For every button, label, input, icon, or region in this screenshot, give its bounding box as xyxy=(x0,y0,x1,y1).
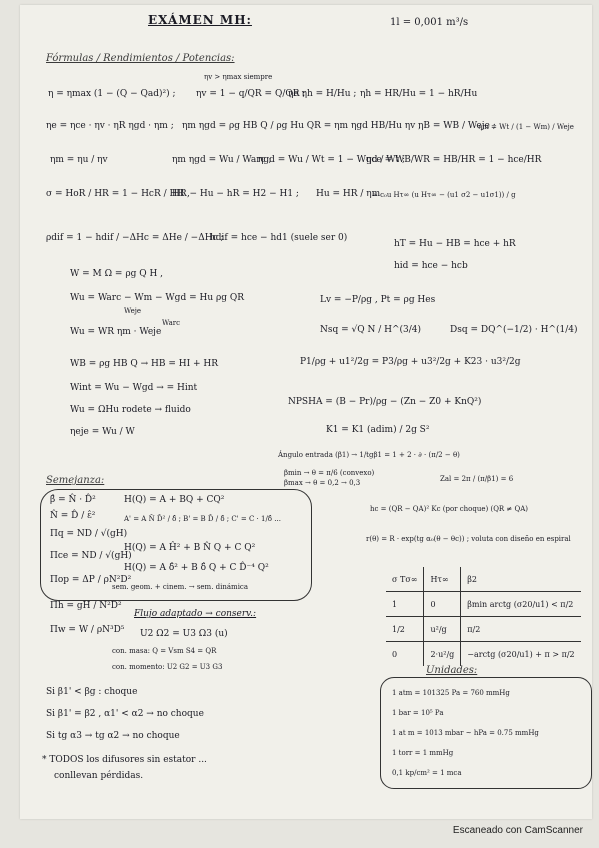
formula-line: NPSHA = (B − Pr)/ρg − (Zn − Z0 + KnQ²) xyxy=(288,397,482,407)
table-cell: 0 xyxy=(386,642,424,667)
camscanner-footer: Escaneado con CamScanner xyxy=(452,825,583,836)
formula-line: Wu = WR ηm · Weje xyxy=(70,327,162,337)
semejanza-line: sem. geom. + cinem. → sem. dinámica xyxy=(112,583,249,591)
unidades-line: 1 at m = 1013 mbar ~ hPa = 0.75 mmHg xyxy=(392,729,539,737)
semejanza-line: U2 Ω2 = U3 Ω3 (u) xyxy=(140,629,228,639)
formula-line: K1 = K1 (adim) / 2g S² xyxy=(326,425,430,435)
choque-note: conllevan pérdidas. xyxy=(54,771,144,781)
unidades-line: 1 torr = 1 mmHg xyxy=(392,749,454,757)
formula-line: ηm = Wt / (1 − Wm) / Weje xyxy=(478,123,574,131)
formula-line: Warc xyxy=(162,319,181,327)
formula-line: hT = Hu − HB = hce + hR xyxy=(394,239,516,249)
formula-line: Dsq = DQ^(−1/2) · H^(1/4) xyxy=(450,325,578,335)
table-header-row xyxy=(386,567,581,592)
table-cell: 2·u²/g xyxy=(424,642,461,667)
semejanza-line: H(Q) = A Ĥ² + B N̂ Q + C Q² xyxy=(124,543,256,553)
formula-line: Ángulo entrada (β1) → 1/tgβ1 = 1 + 2 · ∂ · (π/2 − θ) xyxy=(278,451,460,459)
formula-line: ηm ηgd = Wu / Warc ; xyxy=(172,155,272,165)
choque-note: * TODOS los difusores sin estator ... xyxy=(42,755,207,765)
table-cell: −arctg (σ20/u1) + π > π/2 xyxy=(461,642,581,667)
formula-line: hdif = hce − hd1 (suele ser 0) xyxy=(210,233,348,243)
formula-line: ηh = HR/Hu = 1 − hR/Hu xyxy=(360,89,478,99)
formula-line: W = M Ω = ρg Q H , xyxy=(70,269,164,279)
formula-line: Weje xyxy=(124,307,142,315)
table-cell: u²/g xyxy=(424,617,461,642)
formula-line: Wu = ΩHu rodete → fluido xyxy=(70,405,191,415)
table-row xyxy=(386,617,581,642)
formula-line: Lv = −P/ρg , Pt = ρg Hes xyxy=(320,295,436,305)
semejanza-line: Πop = ΔP / ρN²D² xyxy=(50,575,132,585)
formula-line: ηB = WB / Weje ; xyxy=(418,121,496,131)
semejanza-line: N̂ = D̂ / ε̂² xyxy=(50,511,96,521)
table-header-cell: Hτ∞ xyxy=(424,567,461,592)
formula-line: ηm ηgd = ρg HB Q / ρg Hu QR = ηm ηgd HB/Hu ηv , xyxy=(182,121,421,131)
formula-line: ηe = ηce · ηv · ηR ηgd · ηm ; xyxy=(46,121,174,131)
unidades-line: 1 atm = 101325 Pa = 760 mmHg xyxy=(392,689,510,697)
formula-line: ηce = WB/WR = HB/HR = 1 − hce/HR xyxy=(366,155,542,165)
table-cell: 0 xyxy=(424,592,461,617)
exam-title: EXÁMEN MH: xyxy=(148,13,252,27)
table-row xyxy=(386,642,581,667)
velocity-table xyxy=(386,567,581,666)
formula-line: Wu = Warc − Wm − Wgd = Hu ρg QR xyxy=(70,293,245,303)
unidades-line: 1 bar = 10⁵ Pa xyxy=(392,709,444,717)
formula-line: βmin → θ = π/6 (convexo) xyxy=(284,469,375,477)
formula-line: WB = ρg HB Q → HB = HI + HR xyxy=(70,359,219,369)
formula-line: σ = HoR / HR = 1 − HcR / HR , xyxy=(46,189,190,199)
formula-line: P1/ρg + u1²/2g = P3/ρg + u3²/2g + K23 · u3²/2g xyxy=(300,357,521,367)
table-cell: 1/2 xyxy=(386,617,424,642)
formula-line: ηv = 1 − q/QR = Q/QR ; xyxy=(196,89,306,99)
semejanza-line: H(Q) = A + BQ + CQ² xyxy=(124,495,225,505)
table-header-cell: β2 xyxy=(461,567,581,592)
semejanza-line: Πq = ND / √(gH) xyxy=(50,529,128,539)
formula-line: βmax → θ = 0,2 → 0,3 xyxy=(284,479,361,487)
semejanza-line: con. momento: U2 G2 = U3 G3 xyxy=(112,663,223,671)
table-header-cell: σ Tσ∞ xyxy=(386,567,424,592)
formula-line: Zal = 2π / (π/β1) = 6 xyxy=(440,475,514,483)
formula-line: ηv > ηmax siempre xyxy=(204,73,273,81)
formula-line: hid = hce − hcb xyxy=(394,261,468,271)
semejanza-line: Πh = gH / N²D² xyxy=(50,601,122,611)
formula-line: ηe ηh = H/Hu ; xyxy=(288,89,357,99)
semejanza-heading: Semejanza: xyxy=(46,475,105,486)
formula-line: Nsq = √Q N / H^(3/4) xyxy=(320,325,422,335)
semejanza-line: A' = A N̂ D̂² / δ̂ ; B' = B D̂ / δ̂ ; C' = C · 1/δ̂ ... xyxy=(124,515,281,523)
table-cell: 1 xyxy=(386,592,424,617)
formulas-heading: Fórmulas / Rendimientos / Potencias: xyxy=(46,53,235,64)
semejanza-line: β̂ = N̂ · D̂² xyxy=(50,495,96,505)
formula-line: ηgd = Wu / Wt = 1 − Wgd / Wt ; xyxy=(258,155,406,165)
table-cell: π/2 xyxy=(461,617,581,642)
formula-line: η = ηmax (1 − (Q − Qad)²) ; xyxy=(48,89,176,99)
table-row xyxy=(386,592,581,617)
choque-note: Si β1' = β2 , α1' < α2 → no choque xyxy=(46,709,204,719)
formula-line: ρdif = 1 − hdif / −ΔHc = ΔHe / −ΔHc ; xyxy=(46,233,224,243)
scanned-page xyxy=(20,5,592,819)
formula-line: r(θ) = R · exp(tg α₀(θ − θc)) ; voluta con diseño en espiral xyxy=(366,535,571,543)
unit-note: 1l = 0,001 m³/s xyxy=(390,17,469,28)
formula-line: hc = (QR − QA)² Kc (por choque) (QR ≠ QA) xyxy=(370,505,529,513)
formula-line: ηeje = Wu / W xyxy=(70,427,135,437)
unidades-heading: Unidades: xyxy=(426,665,478,676)
formula-line: ≈ c₀u Hτ∞ (u Hτ∞ − (u1 σ2 − u1σ1)) / g xyxy=(372,191,516,199)
choque-note: Si tg α3 → tg α2 → no choque xyxy=(46,731,180,741)
formula-line: Wint = Wu − Wgd → = Hint xyxy=(70,383,198,393)
choque-note: Si β1' < βg : choque xyxy=(46,687,138,697)
semejanza-line: con. masa: Q = Vsm S4 = QR xyxy=(112,647,217,655)
formula-line: HR − Hu − hR = H2 − H1 ; xyxy=(172,189,299,199)
unidades-line: 0,1 kp/cm² = 1 mca xyxy=(392,769,462,777)
semejanza-line: Πce = ND / √(gH) xyxy=(50,551,132,561)
formula-line: Hu = HR / ηm xyxy=(316,189,381,199)
table-cell: βmin arctg (σ20/u1) < π/2 xyxy=(461,592,581,617)
formula-line: ηm = ηu / ηv xyxy=(50,155,108,165)
semejanza-line: Flujo adaptado → conserv.: xyxy=(134,609,257,619)
semejanza-line: Πw = W / ρN³D⁵ xyxy=(50,625,125,635)
semejanza-line: H(Q) = A δ̂² + B δ̂ Q + C D̂⁻⁴ Q² xyxy=(124,563,269,573)
